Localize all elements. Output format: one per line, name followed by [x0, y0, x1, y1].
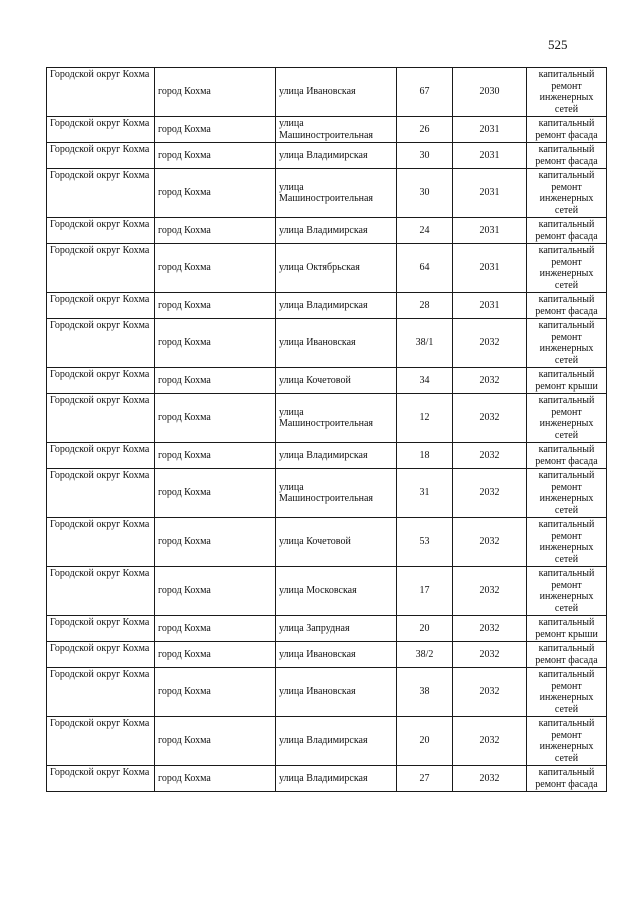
year-cell-text: 2031 [479, 224, 500, 236]
municipality-cell-text: Городской округ Кохма [50, 170, 150, 181]
year-cell-text: 2031 [479, 123, 500, 135]
municipality-cell-text: Городской округ Кохма [50, 444, 150, 455]
settlement-cell-text: город Кохма [158, 337, 211, 349]
street-cell-text: улица Запрудная [279, 622, 350, 634]
settlement-cell [155, 394, 276, 443]
year-cell [453, 668, 527, 717]
work-type-cell-text: капитальный ремонт фасада [535, 767, 598, 790]
work-type-cell [527, 143, 607, 169]
house-number-cell-text: 28 [419, 299, 430, 311]
table-row [47, 244, 607, 293]
settlement-cell-text: город Кохма [158, 686, 211, 698]
settlement-cell-text: город Кохма [158, 262, 211, 274]
year-cell [453, 616, 527, 642]
street-cell-text: улица Ивановская [279, 337, 356, 349]
settlement-cell [155, 169, 276, 218]
street-cell [276, 117, 397, 143]
year-cell-text: 2032 [479, 487, 500, 499]
street-cell-text: улица Московская [279, 585, 357, 597]
year-cell [453, 518, 527, 567]
street-cell-text: улица Кочетовой [279, 374, 351, 386]
municipality-cell-text: Городской округ Кохма [50, 718, 150, 729]
settlement-cell-text: город Кохма [158, 374, 211, 386]
settlement-cell-text: город Кохма [158, 487, 211, 499]
municipality-cell [47, 567, 155, 616]
table-row [47, 668, 607, 717]
year-cell-text: 2031 [479, 299, 500, 311]
house-number-cell [397, 169, 453, 218]
municipality-cell [47, 319, 155, 368]
settlement-cell [155, 668, 276, 717]
work-type-cell-text: капитальный ремонт инженерных сетей [538, 245, 595, 291]
table-row [47, 218, 607, 244]
table-row [47, 469, 607, 518]
house-number-cell-text: 12 [419, 412, 430, 424]
house-number-cell [397, 319, 453, 368]
street-cell-text: улица Машиностроительная [279, 406, 374, 429]
table-row [47, 443, 607, 469]
work-type-cell [527, 394, 607, 443]
work-type-cell [527, 218, 607, 244]
settlement-cell [155, 218, 276, 244]
settlement-cell-text: город Кохма [158, 149, 211, 161]
year-cell [453, 117, 527, 143]
house-number-cell [397, 567, 453, 616]
street-cell-text: улица Владимирская [279, 735, 368, 747]
table-row [47, 143, 607, 169]
municipality-cell [47, 68, 155, 117]
municipality-cell [47, 293, 155, 319]
municipality-cell-text: Городской округ Кохма [50, 395, 150, 406]
house-number-cell-text: 26 [419, 123, 430, 135]
year-cell-text: 2031 [479, 262, 500, 274]
municipality-cell-text: Городской округ Кохма [50, 144, 150, 155]
house-number-cell [397, 668, 453, 717]
settlement-cell [155, 766, 276, 792]
table-row [47, 368, 607, 394]
house-number-cell-text: 67 [419, 86, 430, 98]
table-row [47, 567, 607, 616]
year-cell [453, 766, 527, 792]
year-cell [453, 293, 527, 319]
street-cell [276, 766, 397, 792]
work-type-cell-text: капитальный ремонт инженерных сетей [538, 470, 595, 516]
house-number-cell-text: 27 [419, 772, 430, 784]
work-type-cell [527, 68, 607, 117]
settlement-cell-text: город Кохма [158, 224, 211, 236]
year-cell [453, 244, 527, 293]
municipality-cell [47, 368, 155, 394]
year-cell [453, 368, 527, 394]
municipality-cell [47, 117, 155, 143]
street-cell-text: улица Ивановская [279, 686, 356, 698]
settlement-cell [155, 567, 276, 616]
municipality-cell-text: Городской округ Кохма [50, 219, 150, 230]
house-number-cell [397, 293, 453, 319]
work-type-cell [527, 642, 607, 668]
work-type-cell-text: капитальный ремонт инженерных сетей [538, 170, 595, 216]
house-number-cell [397, 117, 453, 143]
municipality-cell [47, 218, 155, 244]
municipality-cell-text: Городской округ Кохма [50, 568, 150, 579]
work-type-cell-text: капитальный ремонт крыши [535, 369, 598, 392]
street-cell [276, 616, 397, 642]
work-type-cell [527, 469, 607, 518]
street-cell [276, 443, 397, 469]
settlement-cell [155, 244, 276, 293]
house-number-cell [397, 368, 453, 394]
work-type-cell-text: капитальный ремонт фасада [535, 118, 598, 141]
house-number-cell [397, 766, 453, 792]
year-cell-text: 2032 [479, 772, 500, 784]
table-body [47, 68, 607, 792]
municipality-cell [47, 668, 155, 717]
street-cell-text: улица Машиностроительная [279, 181, 374, 204]
work-type-cell-text: капитальный ремонт фасада [535, 219, 598, 242]
year-cell-text: 2032 [479, 585, 500, 597]
work-type-cell [527, 717, 607, 766]
house-number-cell [397, 244, 453, 293]
repair-schedule-table [46, 67, 607, 792]
settlement-cell [155, 319, 276, 368]
work-type-cell-text: капитальный ремонт фасада [535, 444, 598, 467]
settlement-cell [155, 443, 276, 469]
house-number-cell [397, 518, 453, 567]
street-cell [276, 169, 397, 218]
municipality-cell [47, 642, 155, 668]
settlement-cell-text: город Кохма [158, 123, 211, 135]
work-type-cell-text: капитальный ремонт фасада [535, 294, 598, 317]
year-cell [453, 68, 527, 117]
table-row [47, 319, 607, 368]
municipality-cell-text: Городской округ Кохма [50, 320, 150, 331]
municipality-cell [47, 616, 155, 642]
year-cell [453, 319, 527, 368]
year-cell [453, 469, 527, 518]
municipality-cell-text: Городской округ Кохма [50, 519, 150, 530]
table-row [47, 169, 607, 218]
house-number-cell-text: 38/1 [415, 337, 434, 349]
year-cell [453, 443, 527, 469]
table-row [47, 293, 607, 319]
street-cell-text: улица Владимирская [279, 224, 368, 236]
work-type-cell [527, 169, 607, 218]
year-cell [453, 717, 527, 766]
house-number-cell [397, 469, 453, 518]
municipality-cell-text: Городской округ Кохма [50, 617, 150, 628]
street-cell [276, 394, 397, 443]
work-type-cell-text: капитальный ремонт инженерных сетей [538, 395, 595, 441]
municipality-cell [47, 443, 155, 469]
work-type-cell [527, 244, 607, 293]
settlement-cell-text: город Кохма [158, 299, 211, 311]
work-type-cell-text: капитальный ремонт фасада [535, 144, 598, 167]
street-cell-text: улица Ивановская [279, 86, 356, 98]
house-number-cell-text: 64 [419, 262, 430, 274]
house-number-cell [397, 394, 453, 443]
municipality-cell [47, 394, 155, 443]
year-cell-text: 2032 [479, 686, 500, 698]
table-row [47, 717, 607, 766]
settlement-cell-text: город Кохма [158, 735, 211, 747]
municipality-cell [47, 244, 155, 293]
settlement-cell-text: город Кохма [158, 622, 211, 634]
house-number-cell-text: 18 [419, 449, 430, 461]
work-type-cell-text: капитальный ремонт инженерных сетей [538, 519, 595, 565]
year-cell-text: 2032 [479, 648, 500, 660]
settlement-cell [155, 293, 276, 319]
house-number-cell [397, 443, 453, 469]
settlement-cell [155, 642, 276, 668]
municipality-cell-text: Городской округ Кохма [50, 294, 150, 305]
street-cell-text: улица Владимирская [279, 772, 368, 784]
street-cell [276, 293, 397, 319]
street-cell [276, 717, 397, 766]
settlement-cell [155, 143, 276, 169]
municipality-cell-text: Городской округ Кохма [50, 369, 150, 380]
municipality-cell-text: Городской округ Кохма [50, 69, 150, 80]
street-cell-text: улица Октябрьская [279, 262, 360, 274]
street-cell [276, 518, 397, 567]
house-number-cell-text: 38/2 [415, 648, 434, 660]
work-type-cell-text: капитальный ремонт инженерных сетей [538, 718, 595, 764]
street-cell [276, 469, 397, 518]
work-type-cell [527, 766, 607, 792]
house-number-cell [397, 218, 453, 244]
work-type-cell [527, 319, 607, 368]
street-cell [276, 368, 397, 394]
table-row [47, 117, 607, 143]
house-number-cell-text: 38 [419, 686, 430, 698]
year-cell [453, 143, 527, 169]
work-type-cell [527, 518, 607, 567]
street-cell [276, 642, 397, 668]
municipality-cell [47, 143, 155, 169]
settlement-cell-text: город Кохма [158, 585, 211, 597]
settlement-cell [155, 68, 276, 117]
settlement-cell-text: город Кохма [158, 536, 211, 548]
street-cell-text: улица Владимирская [279, 149, 368, 161]
table-row [47, 642, 607, 668]
table-row [47, 766, 607, 792]
municipality-cell-text: Городской округ Кохма [50, 245, 150, 256]
work-type-cell-text: капитальный ремонт инженерных сетей [538, 320, 595, 366]
year-cell-text: 2032 [479, 337, 500, 349]
settlement-cell [155, 717, 276, 766]
year-cell-text: 2032 [479, 536, 500, 548]
work-type-cell [527, 443, 607, 469]
year-cell-text: 2032 [479, 449, 500, 461]
municipality-cell-text: Городской округ Кохма [50, 669, 150, 680]
house-number-cell-text: 34 [419, 374, 430, 386]
year-cell-text: 2032 [479, 622, 500, 634]
settlement-cell [155, 368, 276, 394]
street-cell [276, 668, 397, 717]
table-row [47, 518, 607, 567]
work-type-cell [527, 668, 607, 717]
street-cell [276, 68, 397, 117]
year-cell-text: 2032 [479, 735, 500, 747]
street-cell [276, 567, 397, 616]
municipality-cell [47, 766, 155, 792]
work-type-cell [527, 368, 607, 394]
street-cell-text: улица Кочетовой [279, 536, 351, 548]
work-type-cell-text: капитальный ремонт инженерных сетей [538, 69, 595, 115]
house-number-cell [397, 616, 453, 642]
municipality-cell [47, 717, 155, 766]
house-number-cell-text: 53 [419, 536, 430, 548]
settlement-cell-text: город Кохма [158, 648, 211, 660]
settlement-cell-text: город Кохма [158, 86, 211, 98]
house-number-cell-text: 24 [419, 224, 430, 236]
year-cell [453, 394, 527, 443]
work-type-cell [527, 567, 607, 616]
house-number-cell-text: 31 [419, 487, 430, 499]
house-number-cell-text: 20 [419, 735, 430, 747]
work-type-cell-text: капитальный ремонт крыши [535, 617, 598, 640]
year-cell [453, 169, 527, 218]
house-number-cell [397, 68, 453, 117]
settlement-cell-text: город Кохма [158, 449, 211, 461]
municipality-cell-text: Городской округ Кохма [50, 767, 150, 778]
settlement-cell [155, 518, 276, 567]
house-number-cell-text: 17 [419, 585, 430, 597]
year-cell-text: 2031 [479, 187, 500, 199]
year-cell [453, 642, 527, 668]
settlement-cell-text: город Кохма [158, 187, 211, 199]
street-cell-text: улица Машиностроительная [279, 481, 374, 504]
house-number-cell-text: 30 [419, 187, 430, 199]
street-cell-text: улица Машиностроительная [279, 118, 374, 141]
house-number-cell-text: 20 [419, 622, 430, 634]
settlement-cell [155, 117, 276, 143]
settlement-cell [155, 616, 276, 642]
municipality-cell [47, 169, 155, 218]
year-cell [453, 567, 527, 616]
settlement-cell [155, 469, 276, 518]
street-cell-text: улица Ивановская [279, 648, 356, 660]
page-number: 525 [548, 37, 568, 52]
table-row [47, 394, 607, 443]
work-type-cell-text: капитальный ремонт фасада [535, 643, 598, 666]
table-row [47, 68, 607, 117]
settlement-cell-text: город Кохма [158, 412, 211, 424]
street-cell [276, 143, 397, 169]
street-cell [276, 218, 397, 244]
street-cell [276, 244, 397, 293]
municipality-cell-text: Городской округ Кохма [50, 118, 150, 129]
municipality-cell [47, 518, 155, 567]
work-type-cell [527, 616, 607, 642]
settlement-cell-text: город Кохма [158, 772, 211, 784]
house-number-cell [397, 717, 453, 766]
street-cell-text: улица Владимирская [279, 449, 368, 461]
work-type-cell-text: капитальный ремонт инженерных сетей [538, 669, 595, 715]
house-number-cell [397, 642, 453, 668]
municipality-cell-text: Городской округ Кохма [50, 470, 150, 481]
work-type-cell-text: капитальный ремонт инженерных сетей [538, 568, 595, 614]
municipality-cell-text: Городской округ Кохма [50, 643, 150, 654]
house-number-cell-text: 30 [419, 149, 430, 161]
table-row [47, 616, 607, 642]
year-cell-text: 2030 [479, 86, 500, 98]
year-cell [453, 218, 527, 244]
municipality-cell [47, 469, 155, 518]
work-type-cell [527, 117, 607, 143]
house-number-cell [397, 143, 453, 169]
year-cell-text: 2031 [479, 149, 500, 161]
year-cell-text: 2032 [479, 412, 500, 424]
work-type-cell [527, 293, 607, 319]
street-cell-text: улица Владимирская [279, 299, 368, 311]
street-cell [276, 319, 397, 368]
year-cell-text: 2032 [479, 374, 500, 386]
